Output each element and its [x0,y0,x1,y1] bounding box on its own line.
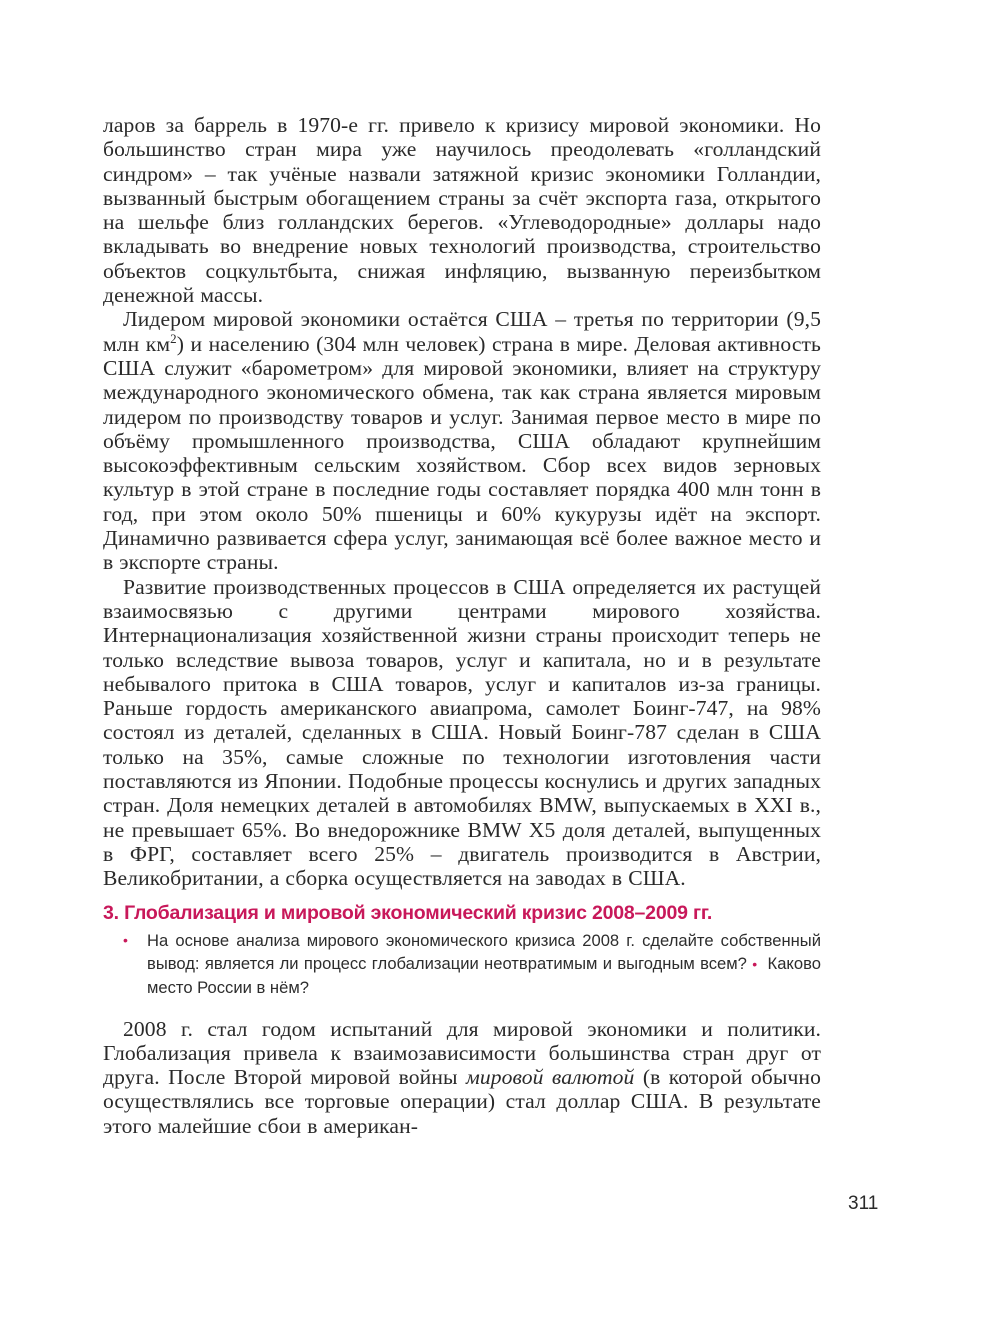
paragraph-usa-leader [103,307,821,574]
crisis-text-part-1: 2008 г. стал годом испытаний для мировой экономики и политики. Глобализация привела к взаимозависимости большинства стран друг от друга. После Второй мировой войны [103,1016,821,1090]
paragraph-production-development: Развитие производственных процессов в США определяется их растущей взаимосвязью с другими центрами мирового хозяйства. Интернационализация хозяйственной жизни страны происходит теперь не только вследствие вывоза товаров, услуг и капитала, но и в результате небывалого притока в США товаров, услуг и капиталов из-за границы. Раньше гордость американского авиапрома, самолет Боинг-747, на 98% состоял из деталей, сделанных в США. Новый Боинг-787 сделан в США только на 35%, самые сложные по технологии изготовления части поставляются из Японии. Подобные процессы коснулись и других западных стран. Доля немецких деталей в автомобилях BMW, выпускаемых в XXI в., не превышает 65%. Во внедорожнике BMW X5 доля деталей, выпущенных в ФРГ, составляет всего 25% – двигатель производится в Австрии, Великобритании, а сборка осуществляется на заводах в США. [103,574,821,891]
crisis-text-part-2: (в которой обычно осуществлялись все торговые операции) стал доллар США. В результате этого малейшие сбои в американ- [103,1065,821,1138]
superscript: 2 [170,330,177,346]
term-world-currency: мировой валютой [465,1065,635,1090]
paragraph-dutch-syndrome: ларов за баррель в 1970-е гг. привело к кризису мировой экономики. Но большинство стран мира уже научилось преодолевать «голландский синдром» – так учёные назвали затяжной кризис экономики Голландии, вызванный быстрым обогащением страны за счёт экспорта газа, открытого на шельфе близ голландских берегов. «Углеводородные» доллары надо вкладывать во внедрение новых технологий производства, строительство объектов соцкультбыта, снижая инфляцию, вызванную переизбытком денежной массы. [103,113,821,308]
bullet-icon: • [752,955,758,972]
usa-text-part-2: ) и населению (304 млн человек) страна в мире. Деловая активность США служит «барометром» для мировой экономики, влияет на структуру международного экономического обмена, так как страна является мировым лидером по производству товаров и услуг. Занимая первое место в мире по объёму промышленного производства, США обладают крупнейшим высокоэффективным сельским хозяйством. Сбор всех видов зерновых культур в этой стране в последние годы составляет порядка 400 млн тонн в год, при этом около 50% пшеницы и 60% кукурузы идёт на экспорт. Динамично развивается сфера услуг, занимающая всё более важное место и в экспорте страны. [103,331,821,575]
page-number: 311 [848,1193,879,1214]
bullet-icon: • [123,931,128,948]
textbook-page [103,113,821,1138]
section-heading: 3. Глобализация и мировой экономический кризис 2008–2009 гг. [103,901,713,924]
paragraph-crisis-2008 [103,1017,821,1138]
question-2: Каково место России в нём? [147,953,821,997]
question-block [103,929,821,999]
usa-text-part-1: Лидером мировой экономики остаётся США – третья по территории (9,5 млн км [103,307,821,356]
question-1: На основе анализа мирового экономического кризиса 2008 г. сделайте собственный вывод: является ли процесс глобализации неотвратимым и выгодным всем? [147,930,821,973]
